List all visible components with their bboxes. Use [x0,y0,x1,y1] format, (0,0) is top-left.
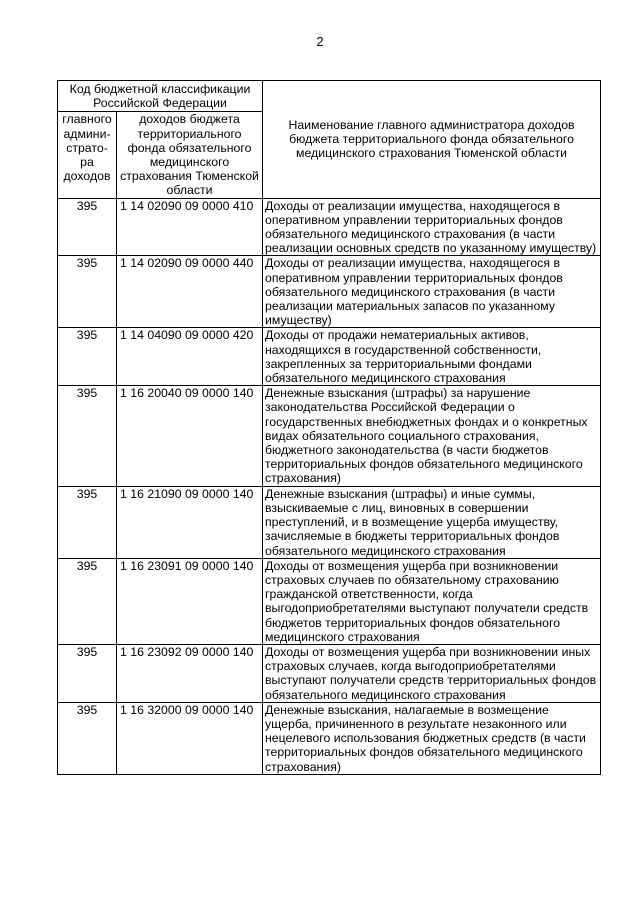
admin-code-cell: 395 [58,256,117,328]
income-name-cell: Доходы от реализации имущества, находящегося в оперативном управлении территориальных фондов обязательного медицинского страхования (в части реализации материальных запасов по указанному имуществу) [263,256,601,328]
admin-code-cell: 395 [58,558,117,644]
income-name-cell: Денежные взыскания (штрафы) и иные суммы, взыскиваемые с лиц, виновных в совершении преступлений, и в возмещение ущерба имуществу, зачисляемые в бюджеты территориальных фондов обязательного медицинского страхования [263,486,601,558]
table-row [58,198,601,256]
table-row [58,644,601,702]
header-income-column: доходов бюджета территориального фонда обязательного медицинского страхования Тюменской области [117,112,263,198]
income-name-cell: Денежные взыскания (штрафы) за нарушение законодательства Российской Федерации о государственных внебюджетных фондах и о конкретных видах обязательного социального страхования, бюджетного законодательства (в части бюджетов территориальных фондов обязательного медицинского страхования) [263,386,601,486]
admin-code-cell: 395 [58,702,117,774]
income-name-cell: Доходы от возмещения ущерба при возникновении иных страховых случаев, когда выгодоприобретателями выступают получатели средств территориальных фондов обязательного медицинского страхования [263,644,601,702]
income-code-cell: 1 14 02090 09 0000 440 [117,256,263,328]
income-code-cell: 1 16 23092 09 0000 140 [117,644,263,702]
income-name-cell: Доходы от продажи нематериальных активов, находящихся в государственной собственности, закрепленных за территориальными фондами обязательного медицинского страхования [263,328,601,386]
table-row [58,256,601,328]
table-header [58,81,601,199]
header-name-column: Наименование главного администратора доходов бюджета территориального фонда обязательного медицинского страхования Тюменской области [263,81,601,199]
table-row [58,702,601,774]
admin-code-cell: 395 [58,644,117,702]
admin-code-cell: 395 [58,198,117,256]
table-row [58,558,601,644]
table-row [58,328,601,386]
income-name-cell: Доходы от возмещения ущерба при возникновении страховых случаев по обязательному страхованию гражданской ответственности, когда выгодоприобретателями выступают получатели средств бюджетов территориальных фондов обязательного медицинского страхования [263,558,601,644]
admin-code-cell: 395 [58,486,117,558]
income-code-cell: 1 14 04090 09 0000 420 [117,328,263,386]
table-row [58,486,601,558]
page-number: 2 [316,34,324,49]
income-name-cell: Денежные взыскания, налагаемые в возмещение ущерба, причиненного в результате незаконного или нецелевого использования бюджетных средств (в части территориальных фондов обязательного медицинского страхования) [263,702,601,774]
header-admin-column: главного админи-страто-ра доходов [58,112,117,198]
income-name-cell: Доходы от реализации имущества, находящегося в оперативном управлении территориальных фондов обязательного медицинского страхования (в части реализации основных средств по указанному имуществу) [263,198,601,256]
header-group-title: Код бюджетной классификации Российской Федерации [58,81,263,112]
income-code-cell: 1 16 32000 09 0000 140 [117,702,263,774]
budget-classification-table [57,80,601,775]
income-code-cell: 1 14 02090 09 0000 410 [117,198,263,256]
income-code-cell: 1 16 20040 09 0000 140 [117,386,263,486]
income-code-cell: 1 16 23091 09 0000 140 [117,558,263,644]
table-row [58,386,601,486]
income-code-cell: 1 16 21090 09 0000 140 [117,486,263,558]
admin-code-cell: 395 [58,386,117,486]
table-body [58,198,601,774]
admin-code-cell: 395 [58,328,117,386]
